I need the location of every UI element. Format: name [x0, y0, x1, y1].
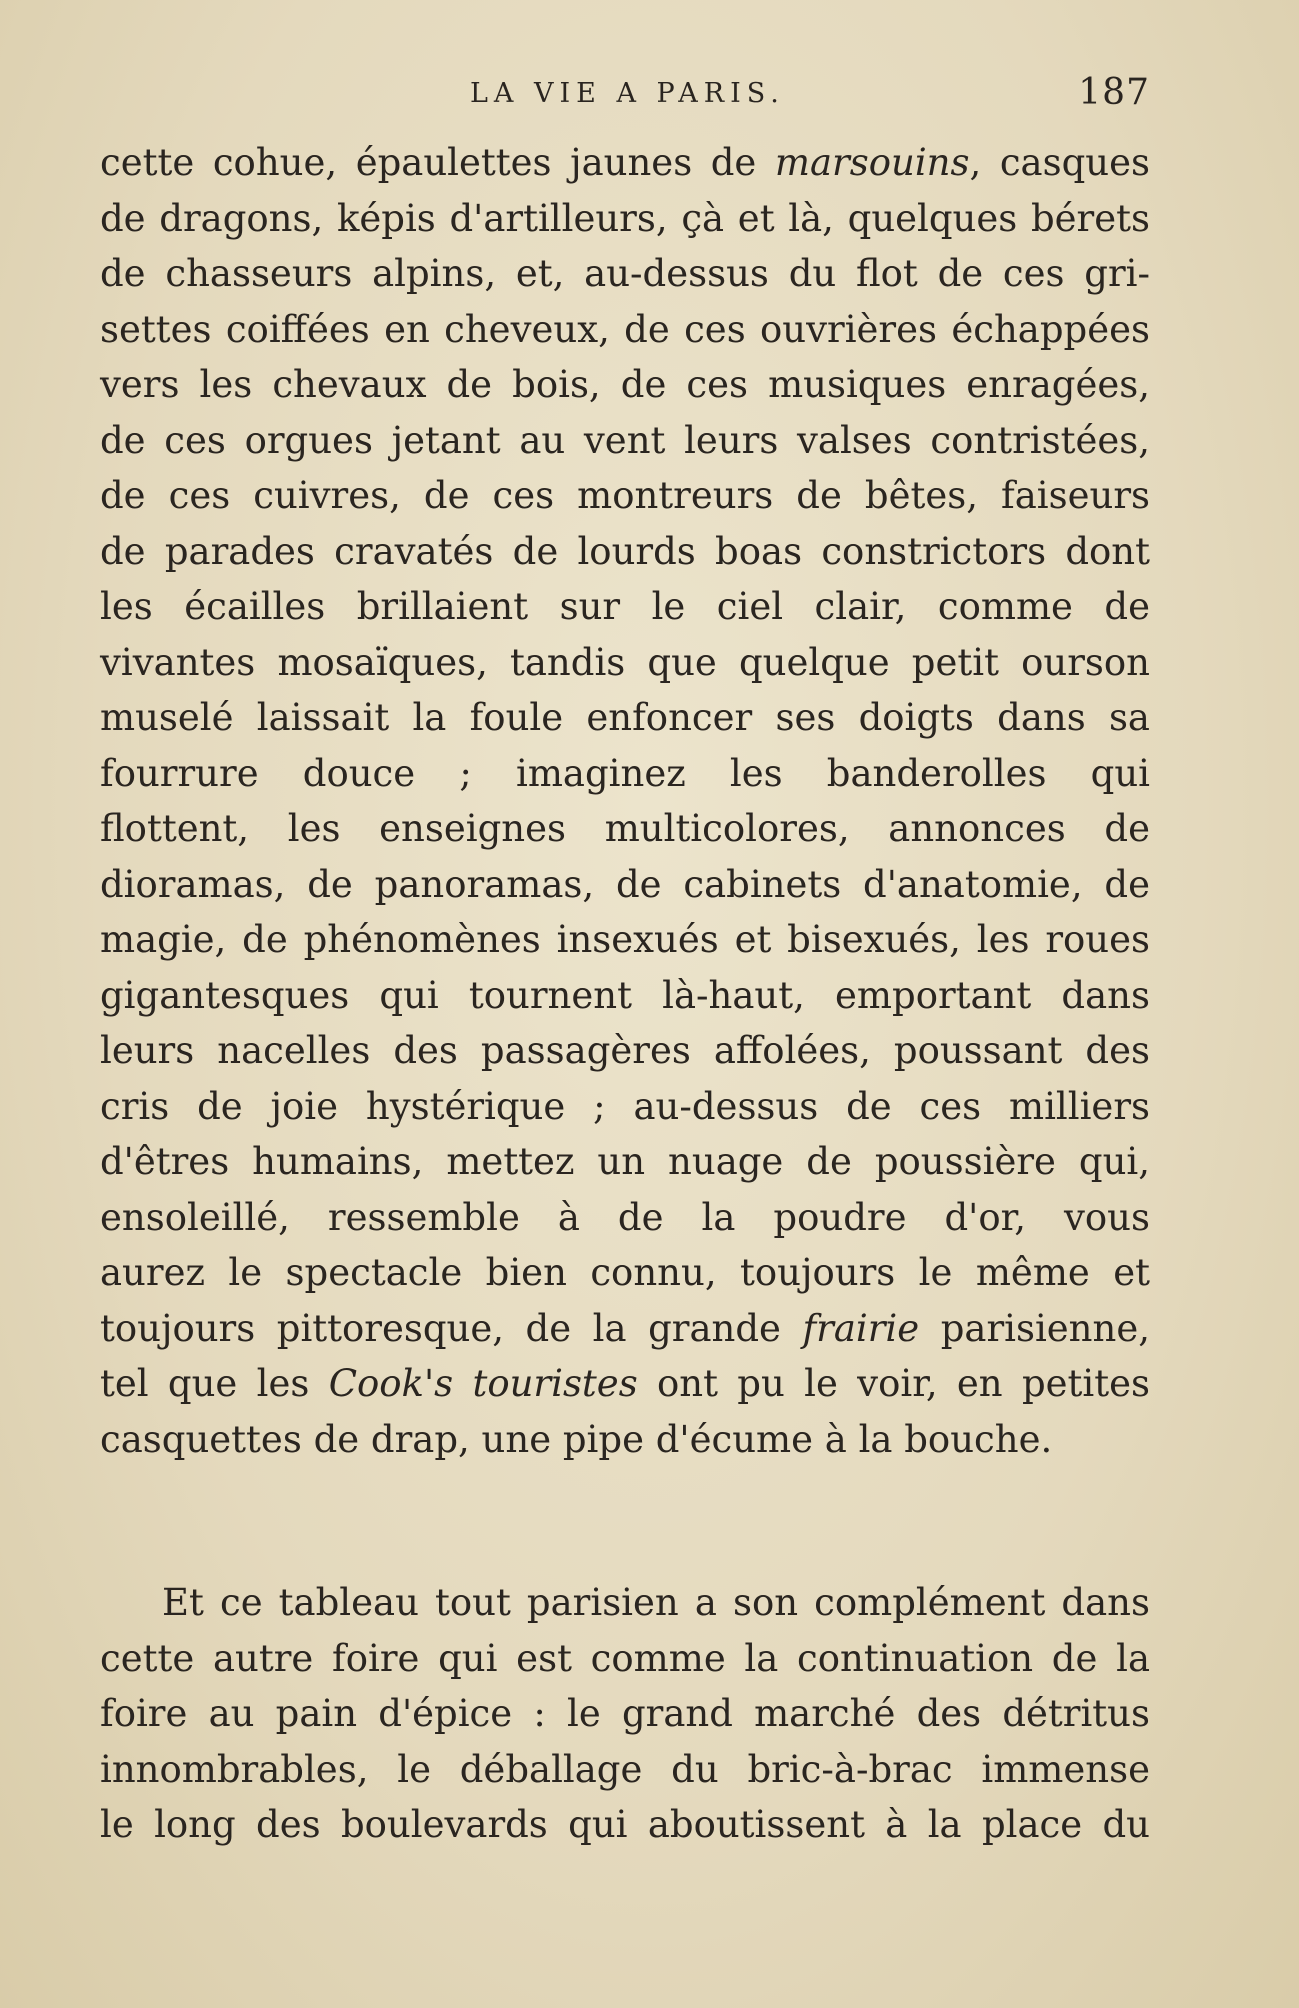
text-line: innombrables, le déballage du bric-à-brac immense	[100, 1747, 1150, 1791]
text-line: tel que les Cook's touristes ont pu le voir, en petites	[100, 1362, 1150, 1405]
text-line: de dragons, képis d'artilleurs, çà et là, quelques bérets	[100, 196, 1150, 240]
text-line: Et ce tableau tout parisien a son complément dans	[162, 1581, 1150, 1624]
page-header	[100, 72, 1150, 122]
text-line: casquettes de drap, une pipe d'écume à la bouche.	[100, 1417, 1053, 1461]
text-line: dioramas, de panoramas, de cabinets d'anatomie, de	[100, 862, 1150, 906]
paragraph-2	[100, 1575, 1150, 1853]
text-line: fourrure douce ; imaginez les banderolles qui	[100, 751, 1150, 795]
text-line: de chasseurs alpins, et, au-dessus du flot de ces gri-	[100, 252, 1150, 295]
page-number: 187	[1078, 72, 1150, 113]
running-title: LA VIE A PARIS.	[470, 78, 785, 109]
text-line: de ces cuivres, de ces montreurs de bêtes, faiseurs	[100, 474, 1150, 517]
text-line: aurez le spectacle bien connu, toujours le même et	[100, 1251, 1150, 1294]
text-line: gigantesques qui tournent là-haut, emportant dans	[100, 973, 1150, 1017]
text-line: vivantes mosaïques, tandis que quelque petit ourson	[100, 640, 1150, 684]
text-line: cette autre foire qui est comme la continuation de la	[100, 1636, 1150, 1680]
text-line: toujours pittoresque, de la grande frairie parisienne,	[100, 1306, 1151, 1350]
text-line: d'êtres humains, mettez un nuage de poussière qui,	[100, 1140, 1150, 1183]
text-line: les écailles brillaient sur le ciel clair, comme de	[100, 585, 1150, 628]
text-line: magie, de phénomènes insexués et bisexués, les roues	[100, 918, 1150, 961]
text-line: leurs nacelles des passagères affolées, poussant des	[100, 1029, 1150, 1072]
text-line: le long des boulevards qui aboutissent à la place du	[100, 1803, 1150, 1846]
text-line: vers les chevaux de bois, de ces musiques enragées,	[100, 363, 1150, 406]
text-line: muselé laissait la foule enfoncer ses doigts dans sa	[100, 696, 1150, 739]
paragraph-1	[100, 135, 1150, 1467]
text-line: foire au pain d'épice : le grand marché des détritus	[100, 1692, 1150, 1735]
text-line: de ces orgues jetant au vent leurs valses contristées,	[100, 418, 1150, 462]
text-line: de parades cravatés de lourds boas constrictors dont	[100, 529, 1150, 573]
text-line: settes coiffées en cheveux, de ces ouvrières échappées	[100, 307, 1150, 351]
text-line: ensoleillé, ressemble à de la poudre d'or, vous	[100, 1195, 1150, 1239]
text-line: cris de joie hystérique ; au-dessus de ces milliers	[100, 1084, 1150, 1128]
text-line: flottent, les enseignes multicolores, annonces de	[100, 807, 1150, 850]
text-line: cette cohue, épaulettes jaunes de marsouins, casques	[100, 141, 1150, 184]
